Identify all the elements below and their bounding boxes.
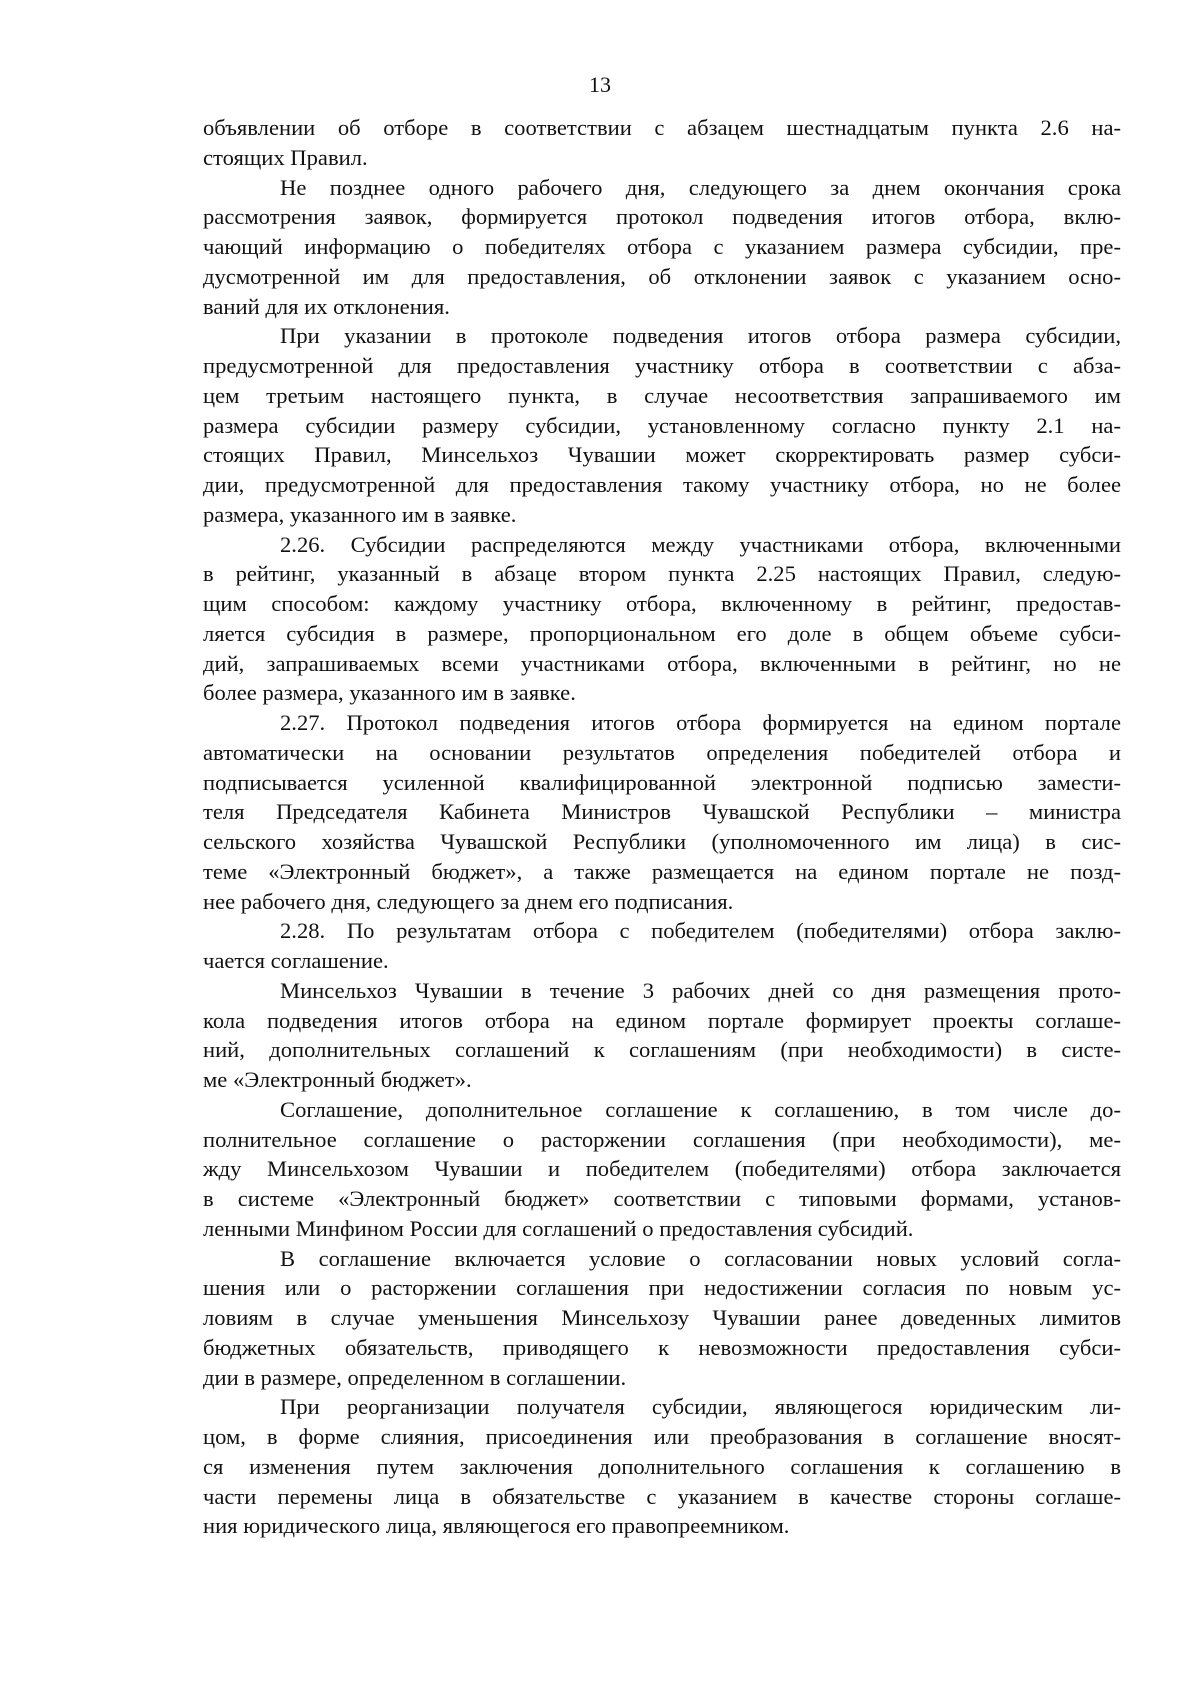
text-line: подписывается усиленной квалифицированной электронной подписью замести- <box>203 769 1121 795</box>
text-line: стоящих Правил. <box>203 144 368 170</box>
text-line: дии, предусмотренной для предоставления такому участнику отбора, но не более <box>203 472 1121 497</box>
text-line: бюджетных обязательств, приводящего к невозможности предоставления субси- <box>203 1334 1121 1360</box>
text-line: предусмотренной для предоставления участнику отбора в соответствии с абза- <box>203 353 1121 378</box>
text-line: щим способом: каждому участнику отбора, включенному в рейтинг, предостав- <box>203 591 1121 616</box>
text-line: автоматически на основании результатов определения победителей отбора и <box>203 739 1121 765</box>
text-line: ваний для их отклонения. <box>203 293 450 319</box>
text-line: дии в размере, определенном в соглашении. <box>203 1364 627 1390</box>
text-line: жду Минсельхозом Чувашии и победителем (победителями) отбора заключается <box>203 1156 1121 1182</box>
text-line: ся изменения путем заключения дополнительного соглашения к соглашению в <box>203 1453 1121 1479</box>
text-line: дий, запрашиваемых всеми участниками отбора, включенными в рейтинг, но не <box>203 650 1121 676</box>
text-line: сельского хозяйства Чувашской Республики (уполномоченного им лица) в сис- <box>203 829 1121 854</box>
text-line: Не позднее одного рабочего дня, следующего за днем окончания срока <box>280 174 1121 200</box>
text-line: шения или о расторжении соглашения при недостижении согласия по новым ус- <box>203 1275 1121 1301</box>
text-line: Соглашение, дополнительное соглашение к соглашению, в том числе до- <box>280 1096 1121 1122</box>
text-line: объявлении об отборе в соответствии с абзацем шестнадцатым пункта 2.6 на- <box>203 115 1121 140</box>
text-line: ленными Минфином России для соглашений о предоставления субсидий. <box>203 1215 914 1241</box>
text-line: в системе «Электронный бюджет» соответствии с типовыми формами, установ- <box>203 1186 1121 1211</box>
text-line: размера, указанного им в заявке. <box>203 501 517 527</box>
text-line: кола подведения итогов отбора на едином портале формирует проекты соглаше- <box>203 1007 1121 1033</box>
text-line: размера субсидии размеру субсидии, установленному согласно пункту 2.1 на- <box>203 412 1121 438</box>
text-line: части перемены лица в обязательстве с указанием в качестве стороны соглаше- <box>203 1483 1121 1509</box>
text-line: рассмотрения заявок, формируется протокол подведения итогов отбора, вклю- <box>203 204 1121 230</box>
text-line: ния юридического лица, являющегося его правопреемником. <box>203 1513 790 1539</box>
text-line: 2.27. Протокол подведения итогов отбора формируется на едином портале <box>280 710 1121 735</box>
paragraph <box>203 530 1121 709</box>
text-line: 2.26. Субсидии распределяются между участниками отбора, включенными <box>280 531 1121 557</box>
paragraph <box>203 173 1121 322</box>
text-line: ме «Электронный бюджет». <box>203 1067 472 1092</box>
text-line: В соглашение включается условие о согласовании новых условий согла- <box>280 1245 1121 1271</box>
text-line: чается соглашение. <box>203 948 389 973</box>
paragraph <box>203 321 1121 529</box>
text-line: ловиям в случае уменьшения Минсельхозу Чувашии ранее доведенных лимитов <box>203 1305 1121 1330</box>
text-line: ляется субсидия в размере, пропорциональном его доле в общем объеме субси- <box>203 620 1121 646</box>
text-line: полнительное соглашение о расторжении соглашения (при необходимости), ме- <box>203 1126 1121 1152</box>
text-line: При реорганизации получателя субсидии, являющегося юридическим ли- <box>280 1394 1121 1420</box>
document-body <box>203 113 1121 1541</box>
text-line: Минсельхоз Чувашии в течение 3 рабочих дней со дня размещения прото- <box>280 977 1121 1003</box>
text-line: 2.28. По результатам отбора с победителем (победителями) отбора заклю- <box>280 918 1121 944</box>
text-line: чающий информацию о победителях отбора с указанием размера субсидии, пре- <box>203 234 1121 259</box>
text-line: цом, в форме слияния, присоединения или преобразования в соглашение вносят- <box>203 1424 1121 1449</box>
text-line: ний, дополнительных соглашений к соглашениям (при необходимости) в систе- <box>203 1037 1121 1063</box>
paragraph <box>203 113 1121 173</box>
text-line: нее рабочего дня, следующего за днем его подписания. <box>203 888 734 914</box>
paragraph <box>203 1392 1121 1541</box>
text-line: стоящих Правил, Минсельхоз Чувашии может скорректировать размер субси- <box>203 442 1121 468</box>
paragraph <box>203 916 1121 976</box>
text-line: цем третьим настоящего пункта, в случае несоответствия запрашиваемого им <box>203 382 1121 408</box>
text-line: в рейтинг, указанный в абзаце втором пункта 2.25 настоящих Правил, следую- <box>203 561 1121 587</box>
page-number: 13 <box>589 72 611 97</box>
text-line: При указании в протоколе подведения итогов отбора размера субсидии, <box>280 323 1121 349</box>
text-line: более размера, указанного им в заявке. <box>203 680 576 706</box>
paragraph <box>203 1095 1121 1244</box>
paragraph <box>203 976 1121 1095</box>
paragraph <box>203 708 1121 916</box>
paragraph <box>203 1244 1121 1393</box>
text-line: теме «Электронный бюджет», а также размещается на едином портале не позд- <box>203 858 1121 884</box>
text-line: теля Председателя Кабинета Министров Чувашской Республики – министра <box>203 799 1121 825</box>
text-line: дусмотренной им для предоставления, об отклонении заявок с указанием осно- <box>203 263 1121 289</box>
